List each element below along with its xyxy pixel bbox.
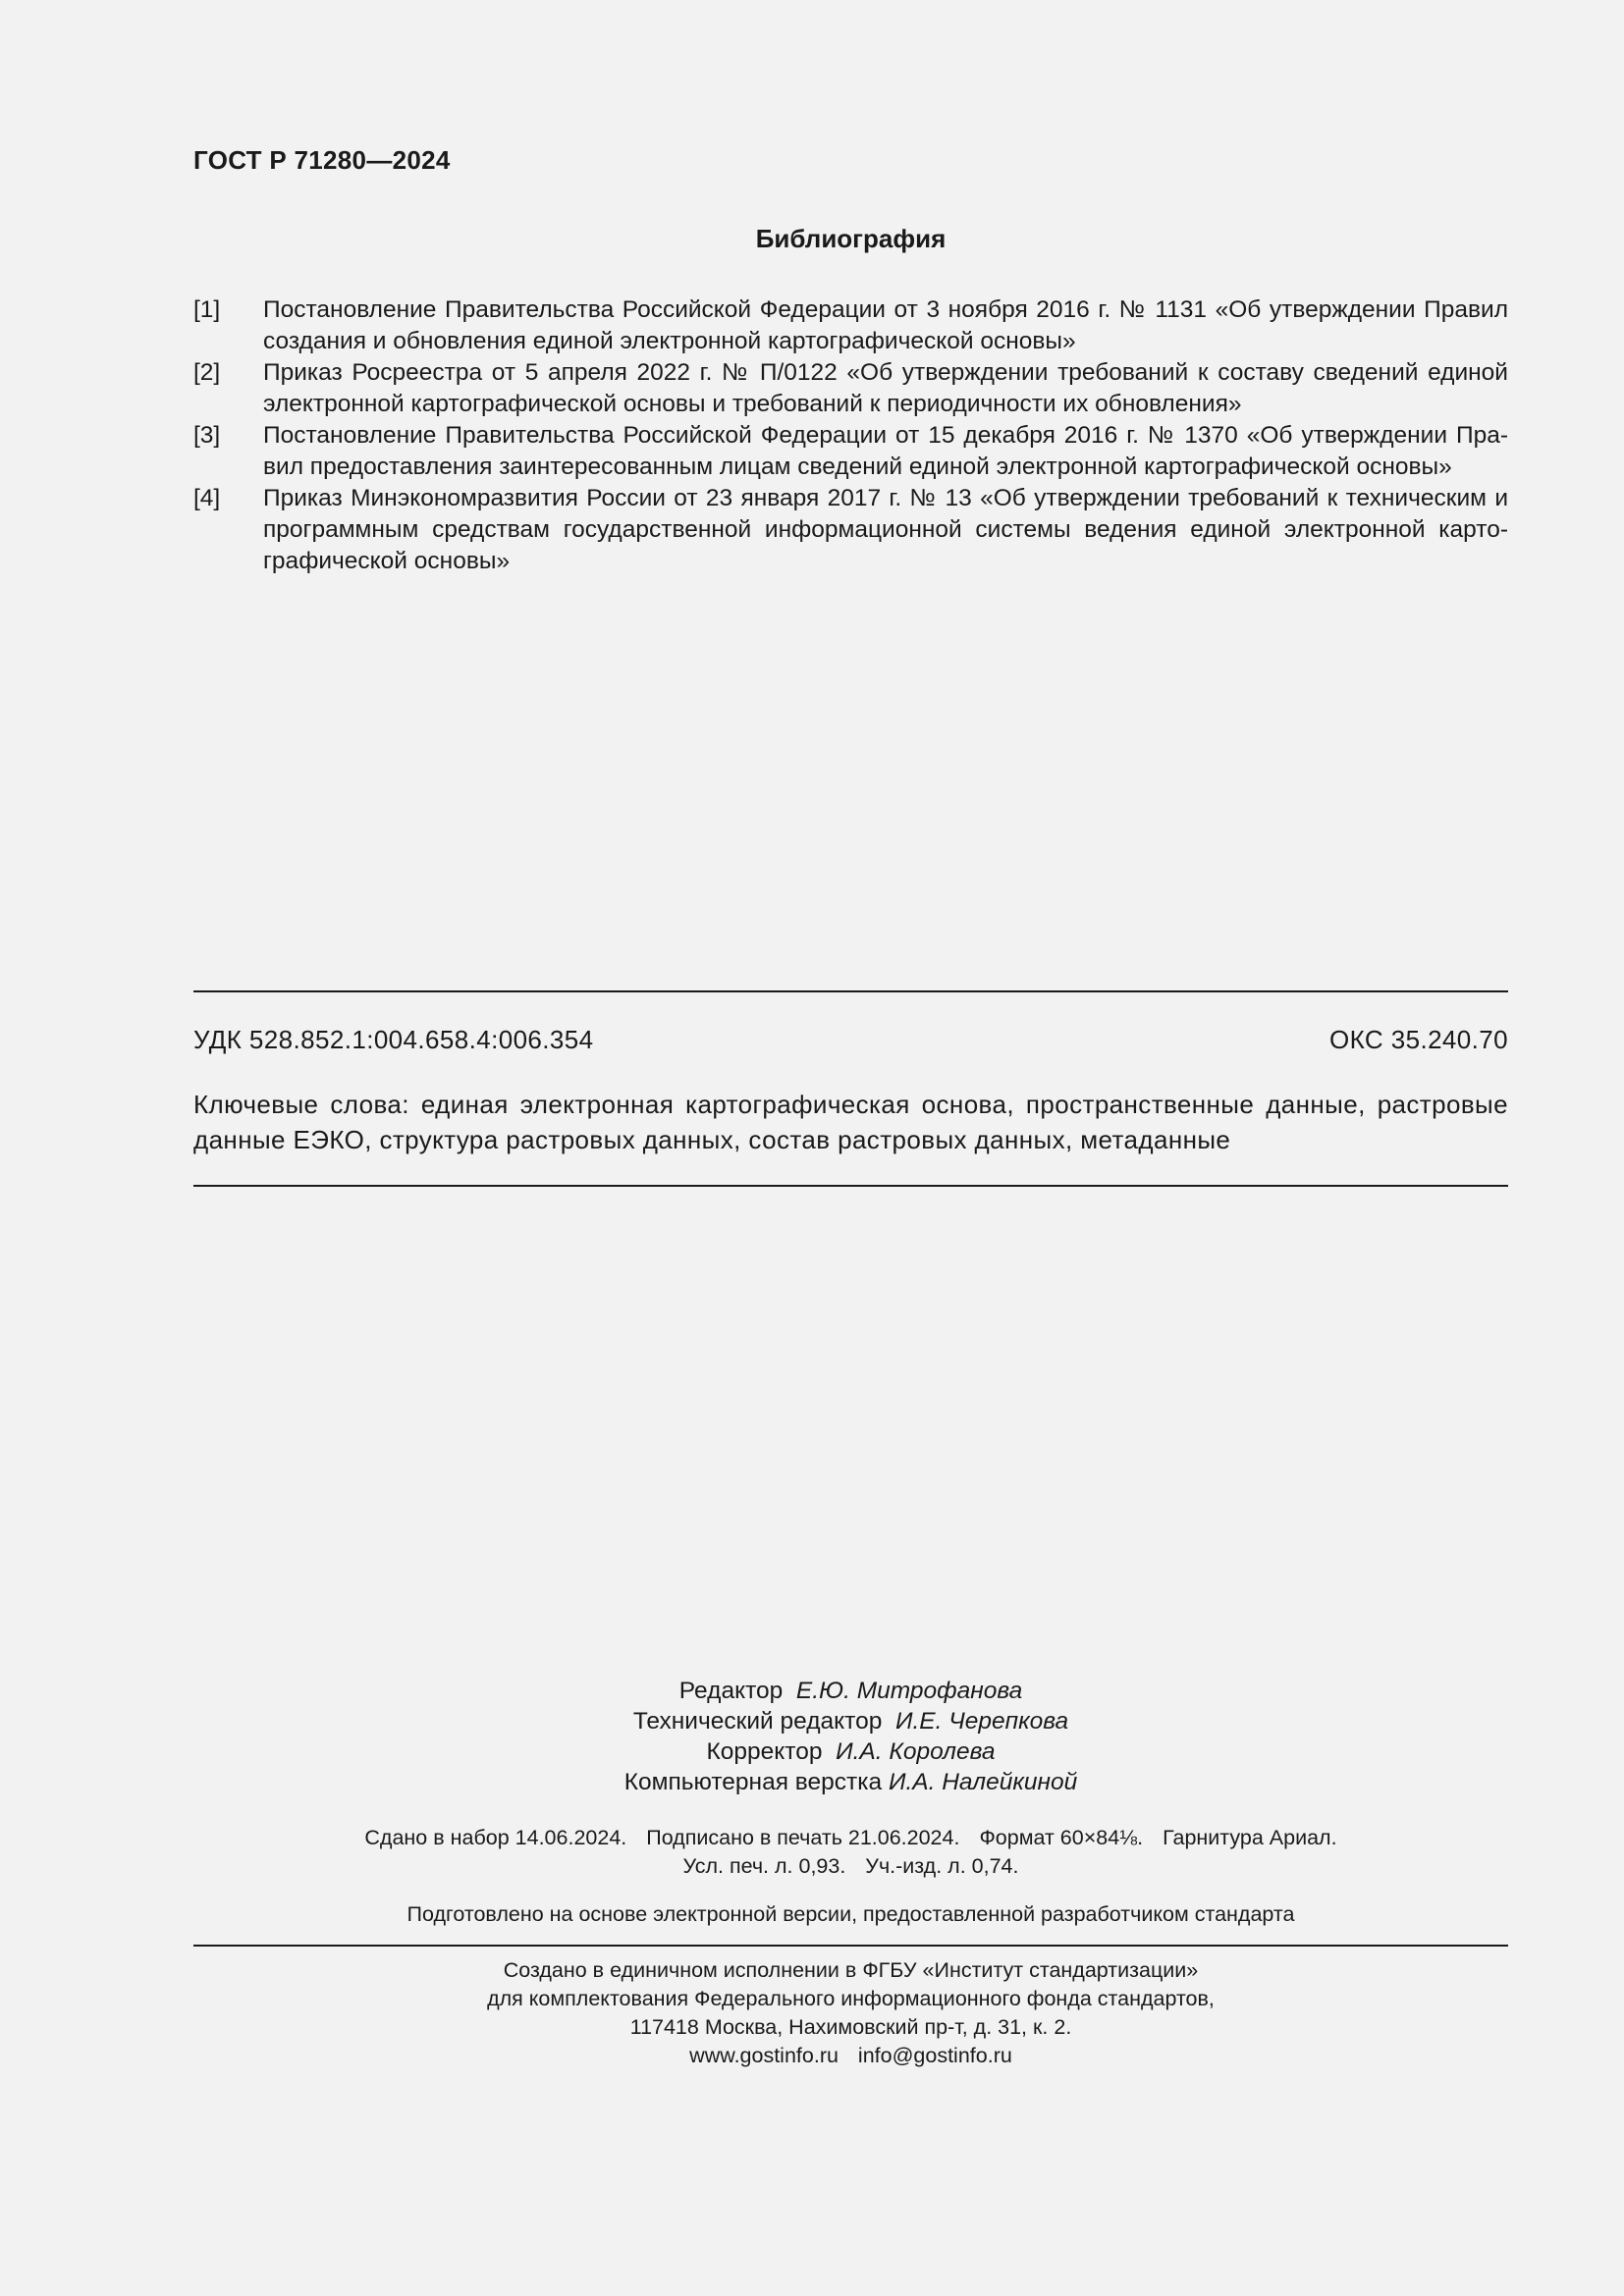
credit-role: Редактор — [678, 1678, 784, 1704]
typeface: Гарнитура Ариал. — [1163, 1826, 1337, 1849]
credits-block — [193, 1676, 1508, 1797]
publisher-address: 117418 Москва, Нахимовский пр-т, д. 31, к. 2. — [629, 2015, 1072, 2039]
credit-editor — [193, 1676, 1508, 1706]
bibliography-item — [193, 483, 1508, 577]
prepared-note: Подготовлено на основе электронной версии, предоставленной разработчиком стандарта — [406, 1902, 1295, 1926]
divider-middle — [193, 1185, 1508, 1187]
website-link[interactable]: www.gostinfo.ru — [689, 2044, 839, 2067]
print-info-line-2 — [193, 1852, 1508, 1881]
print-info — [193, 1824, 1508, 1881]
document-id: ГОСТ Р 71280—2024 — [193, 145, 451, 175]
credit-role: Технический редактор — [632, 1708, 883, 1735]
print-format: Формат 60×84⅛. — [979, 1826, 1144, 1849]
bibliography-item-text: Приказ Росреестра от 5 апреля 2022 г. № П/0122 «Об утверждении требований к составу сведений единой электронной картографической основы и требований к периодичности их обновления» — [263, 359, 1508, 417]
credit-role: Корректор — [706, 1738, 823, 1765]
bibliography-item-number: [4] — [193, 485, 221, 511]
publisher-contacts — [193, 2042, 1508, 2070]
credit-person: И.А. Налейкиной — [888, 1769, 1078, 1795]
bibliography-item — [193, 357, 1508, 420]
bibliography-list — [193, 294, 1508, 577]
pub-sheets: Уч.-изд. л. 0,74. — [865, 1854, 1019, 1878]
divider-bottom — [193, 1945, 1508, 1947]
oks-code: ОКС 35.240.70 — [1329, 1025, 1508, 1054]
credit-corrector — [193, 1736, 1508, 1767]
bibliography-item-number: [2] — [193, 359, 221, 386]
bibliography-item-text: Постановление Правительства Российской Федерации от 3 ноября 2016 г. № 1131 «Об утверждении Правил создания и обновления единой электронной картографической основы» — [263, 296, 1508, 354]
credit-person: И.А. Королева — [836, 1738, 996, 1765]
print-sheets: Усл. печ. л. 0,93. — [682, 1854, 846, 1878]
credit-tech-editor — [193, 1706, 1508, 1736]
classification-row — [193, 1025, 1508, 1055]
publisher-line: Создано в единичном исполнении в ФГБУ «Институт стандартизации» — [503, 1958, 1199, 1982]
publisher-line: для комплектования Федерального информационного фонда стандартов, — [487, 1987, 1215, 2010]
signed-date: Подписано в печать 21.06.2024. — [646, 1826, 960, 1849]
udk-code: УДК 528.852.1:004.658.4:006.354 — [193, 1025, 594, 1054]
bibliography-item-text: Постановление Правительства Российской Федерации от 15 декабря 2016 г. № 1370 «Об утверждении Правил предоставления заинтересованным лицам сведений единой электронной картографической основы» — [263, 422, 1508, 480]
bibliography-item-number: [1] — [193, 296, 221, 323]
bibliography-item — [193, 294, 1508, 357]
bibliography-item-text: Приказ Минэкономразвития России от 23 января 2017 г. № 13 «Об утверждении требований к техническим и программным средствам государственной информационной системы ведения единой электронной картографической основы» — [263, 485, 1508, 574]
bibliography-title: Библиография — [755, 224, 947, 253]
bibliography-item-number: [3] — [193, 422, 221, 449]
credit-person: Е.Ю. Митрофанова — [795, 1678, 1023, 1704]
credit-person: И.Е. Черепкова — [894, 1708, 1069, 1735]
email-link[interactable]: info@gostinfo.ru — [857, 2044, 1012, 2067]
credit-role: Компьютерная верстка — [623, 1769, 883, 1795]
submitted-date: Сдано в набор 14.06.2024. — [364, 1826, 627, 1849]
bibliography-item — [193, 420, 1508, 483]
keywords: Ключевые слова: единая электронная картографическая основа, пространственные данные, растровые данные ЕЭКО, структура растровых данных, состав растровых данных, метаданные — [193, 1090, 1508, 1154]
print-info-line-1 — [193, 1824, 1508, 1852]
credit-layout — [193, 1767, 1508, 1797]
divider-top — [193, 990, 1508, 992]
publisher-block — [193, 1956, 1508, 2070]
